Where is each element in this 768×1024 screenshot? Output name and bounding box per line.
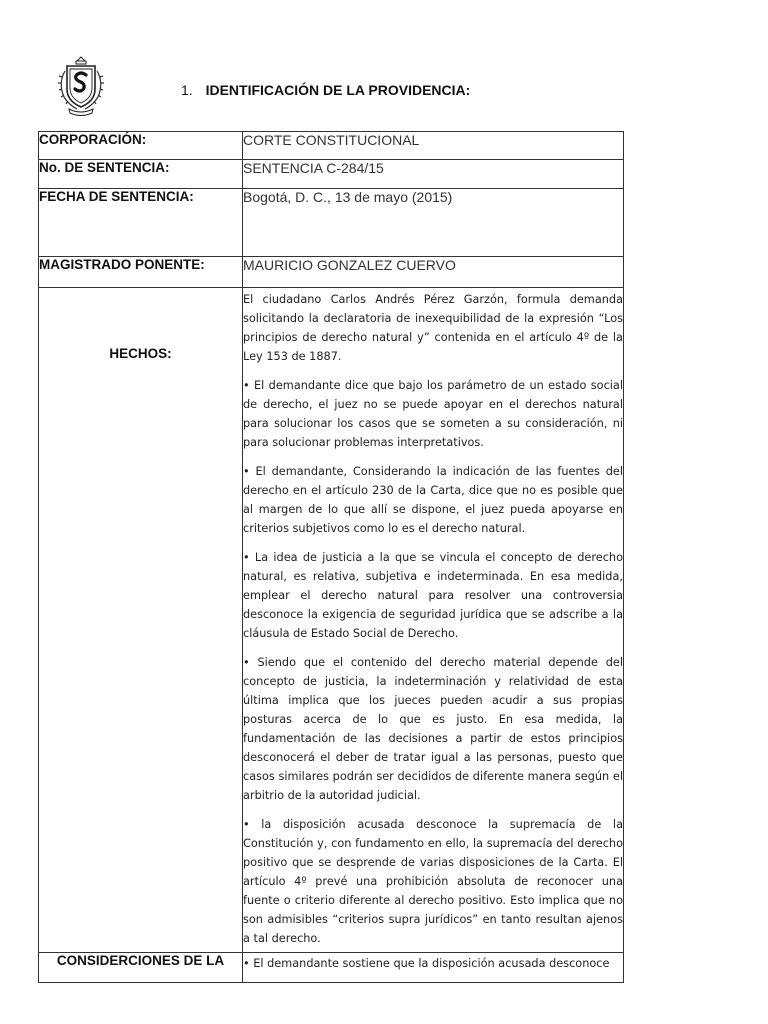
section-number: 1. [181, 82, 193, 98]
hechos-paragraph: • La idea de justicia a la que se vincula el concepto de derecho natural, es relativa, subjetiva e indeterminada. En esa medida, emplear el derecho natural para resolver una controversia desconoce la exigencia de seguridad jurídica que se adscribe a la cláusula de Estado Social de Derecho. [243, 551, 623, 640]
hechos-paragraph: • la disposición acusada desconoce la supremacía de la Constitución y, con fundamento en ello, la supremacía del derecho positivo que se desprende de varias disposiciones de la Carta. El artículo 4º prevé una prohibición absoluta de reconocer una fuente o criterio diferente al derecho positivo. Esto implica que no son admisibles “criterios supra jurídicos” en tanto resultan ajenos a tal derecho. [243, 818, 623, 945]
hechos-paragraph: • Siendo que el contenido del derecho material depende del concepto de justicia, la indeterminación y relatividad de esta última implica que los jueces pueden acudir a sus propias posturas acerca de lo que es justo. En esa medida, la fundamentación de las decisiones a partir de estos principios desconocerá el deber de tratar igual a las personas, puesto que casos similares podrán ser decididos de diferente manera según el arbitrio de la autoridad judicial. [243, 656, 623, 802]
label-fecha: FECHA DE SENTENCIA: [39, 189, 243, 257]
row-fecha [39, 189, 624, 257]
value-sentencia: SENTENCIA C-284/15 [243, 160, 624, 189]
hechos-label-cell [39, 288, 243, 953]
section-heading [181, 82, 470, 98]
label-consideraciones: CONSIDERCIONES DE LA [39, 953, 243, 983]
row-sentencia [39, 160, 624, 189]
consideraciones-text-cell [243, 953, 624, 983]
row-corporacion [39, 132, 624, 160]
row-magistrado [39, 257, 624, 288]
label-hechos: HECHOS: [109, 346, 172, 361]
value-magistrado: MAURICIO GONZALEZ CUERVO [243, 257, 624, 288]
consideraciones-paragraph: • El demandante sostiene que la disposición acusada desconoce [243, 957, 610, 970]
label-magistrado: MAGISTRADO PONENTE: [39, 257, 243, 288]
hechos-text-cell [243, 288, 624, 953]
row-consideraciones [39, 953, 624, 983]
hechos-paragraph: El ciudadano Carlos Andrés Pérez Garzón, formula demanda solicitando la declaratoria de inexequibilidad de la expresión “Los principios de derecho natural y” contenida en el artículo 4º de la Ley 153 de 1887. [243, 293, 623, 363]
label-sentencia: No. DE SENTENCIA: [39, 160, 243, 189]
hechos-paragraph: • El demandante dice que bajo los parámetro de un estado social de derecho, el juez no se puede apoyar en el derechos natural para solucionar los casos que se someten a su consideración, ni para solucionar problemas interpretativos. [243, 379, 623, 449]
label-corporacion: CORPORACIÓN: [39, 132, 243, 160]
row-hechos [39, 288, 624, 953]
hechos-paragraph: • El demandante, Considerando la indicación de las fuentes del derecho en el artículo 230 de la Carta, dice que no es posible que al margen de lo que allí se dispone, el juez pueda apoyarse en criterios subjetivos como lo es el derecho natural. [243, 465, 623, 535]
section-title: IDENTIFICACIÓN DE LA PROVIDENCIA: [205, 82, 471, 98]
identification-table [38, 131, 624, 983]
value-fecha: Bogotá, D. C., 13 de mayo (2015) [243, 189, 624, 257]
institution-logo [55, 55, 107, 117]
value-corporacion: CORTE CONSTITUCIONAL [243, 132, 624, 160]
